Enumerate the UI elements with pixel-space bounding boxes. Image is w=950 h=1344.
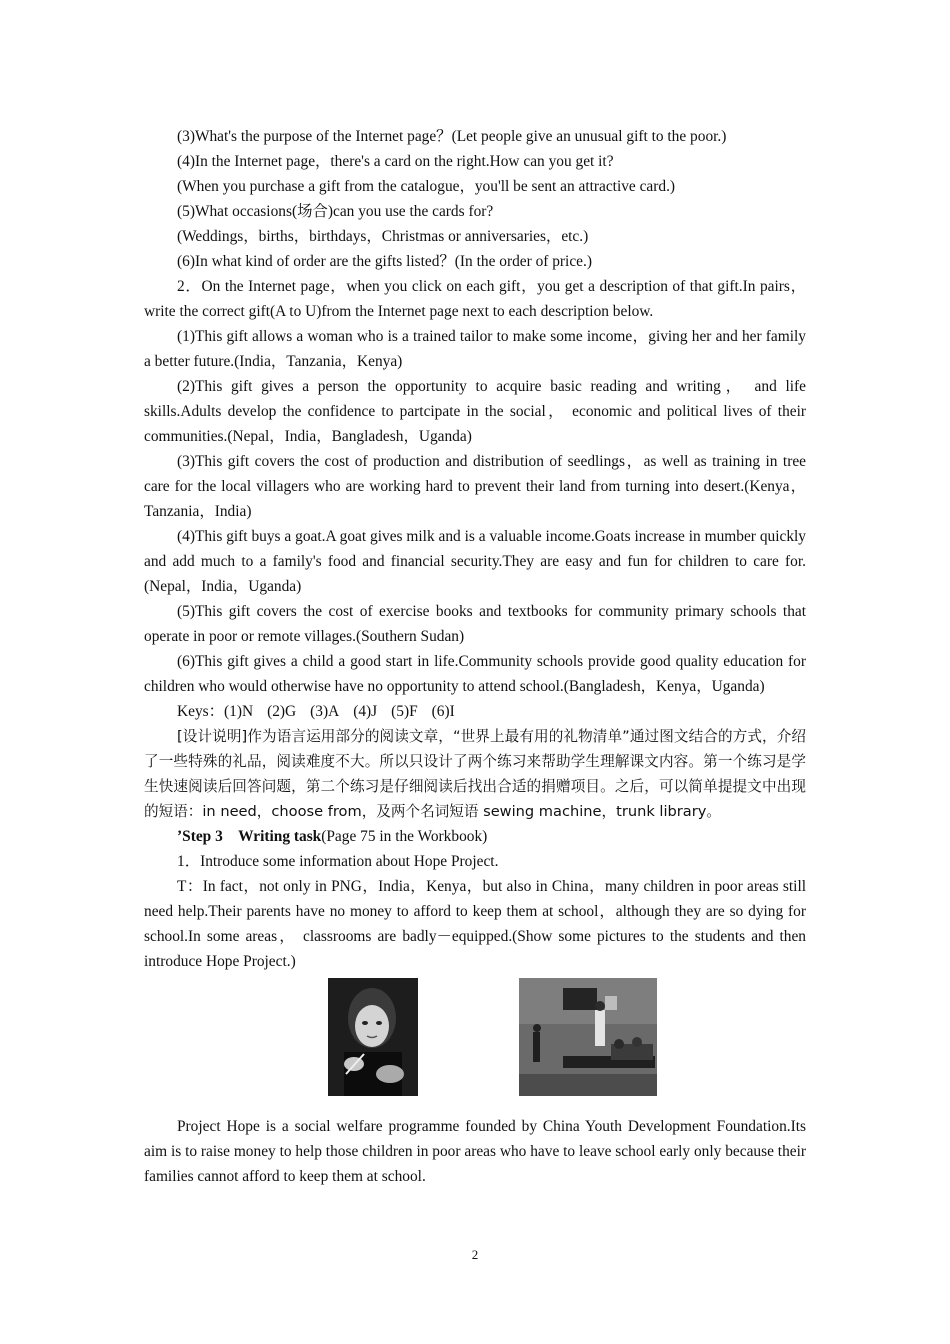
key-item: (4)J [353,703,378,720]
key-item: (2)G [267,703,297,720]
step-workbook-ref: (Page 75 in the Workbook) [321,828,488,845]
task-2-instruction: 2．On the Internet page，when you click on each gift，you get a description of that gift.In pairs，write the correct gift(A to U)from the Internet page next to each description below. [144,278,806,320]
key-item: (6)I [431,703,455,720]
task-1-instruction: 1．Introduce some information about Hope Project. [177,853,499,870]
step-3-heading [144,824,806,849]
question-5: (5)What occasions(场合)can you use the cards for? [177,203,494,220]
question-6: (6)In what kind of order are the gifts listed？(In the order of price.) [177,253,592,270]
description-2: (2)This gift gives a person the opportunity to acquire basic reading and writing， and life skills.Adults develop the confidence to partcipate in the social， economic and political lives of their communities.(Nepal，India，Bangladesh，Uganda) [144,378,806,445]
page-number: 2 [471,1247,479,1262]
project-hope-paragraph: Project Hope is a social welfare programme founded by China Youth Development Foundation.Its aim is to raise money to help those children in poor areas who have to leave school early only because their families cannot afford to keep them at school. [144,1118,806,1185]
answer-5: (Weddings，births，birthdays，Christmas or anniversaries，etc.) [177,228,589,245]
description-5: (5)This gift covers the cost of exercise books and textbooks for community primary schools that operate in poor or remote villages.(Southern Sudan) [144,603,806,645]
question-3: (3)What's the purpose of the Internet page？(Let people give an unusual gift to the poor.) [177,128,727,145]
step-marker: ʼ [177,828,183,845]
document-body [144,124,806,1189]
classroom-image [519,978,657,1096]
description-4: (4)This gift buys a goat.A goat gives milk and is a valuable income.Goats increase in mumber quickly and add much to a family's food and financial security.They are easy and fun for children to care for.(Nepal，India，Uganda) [144,528,806,595]
description-1: (1)This gift allows a woman who is a trained tailor to make some income，giving her and her family a better future.(India，Tanzania，Kenya) [144,328,806,370]
classroom-photo [519,978,657,1096]
key-item: (3)A [310,703,340,720]
key-item: (1)N [224,703,254,720]
girl-writing-photo [328,978,418,1096]
girl-writing-image [328,978,418,1096]
description-6: (6)This gift gives a child a good start in life.Community schools provide good quality education for children who would otherwise have no opportunity to attend school.(Bangladesh，Kenya，Uganda) [144,653,806,695]
key-item: (5)F [391,703,418,720]
answer-4: (When you purchase a gift from the catalogue，you'll be sent an attractive card.) [177,178,676,195]
design-note: [设计说明]作为语言运用部分的阅读文章，“世界上最有用的礼物清单”通过图文结合的方式，介绍了一些特殊的礼品，阅读难度不大。所以只设计了两个练习来帮助学生理解课文内容。第一个练习是学生快速阅读后回答问题，第二个练习是仔细阅读后找出合适的捐赠项目。之后，可以简单提提文中出现的短语：in need，choose from，及两个名词短语 sewing machine，trunk library。 [144,728,806,820]
answer-keys [144,699,806,724]
description-3: (3)This gift covers the cost of production and distribution of seedlings，as well as training in tree care for the local villagers who are working hard to prevent their land from turning into desert.(Kenya，Tanzania，India) [144,453,806,520]
step-title: Step 3 Writing task [182,828,322,845]
question-4: (4)In the Internet page，there's a card on the right.How can you get it? [177,153,614,170]
photo-row [144,978,806,1106]
teacher-talk: T：In fact，not only in PNG，India，Kenya，but also in China，many children in poor areas still need help.Their parents have no money to afford to keep them at school，although they are so dying for school.In some areas， classrooms are badly－equipped.(Show some pictures to the students and then introduce Hope Project.) [144,878,806,970]
keys-label: Keys： [177,703,225,720]
